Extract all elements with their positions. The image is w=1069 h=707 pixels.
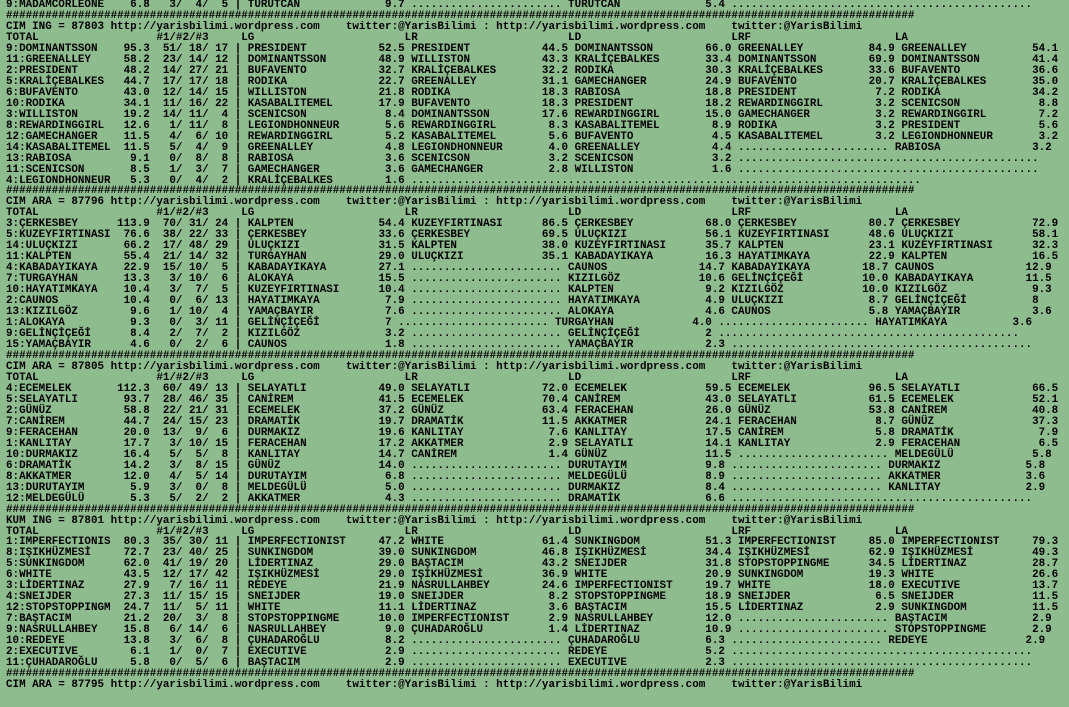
race-header-line: CIM ARA = 87795 http://yarisbilimi.wordpress.com twitter:@YarisBilimi : http://yarisbilimi.wordpress.com twitter:@YarisBilimi: [6, 679, 863, 692]
horse-row: 6:DRAMATİK 14.2 3/ 8/ 15 | GÜNÜZ 14.0 ....................... DURUTAYIM 9.8 ....................... DURMAKIZ 5.8: [6, 459, 1046, 472]
horse-row: 5:SELAYATLI 93.7 28/ 46/ 35 | CANİREM 41.5 ECEMELEK 70.4 CANİREM 43.0 SELAYATLI 61.5 ECEMELEK 52.1: [6, 393, 1059, 406]
horse-row: 13:RABIOSA 9.1 0/ 8/ 8 | RABIOSA 3.6 SCENICSON 3.2 SCENICSON 3.2 ..............................................: [6, 152, 1039, 165]
race-header-line: CIM ARA = 87796 http://yarisbilimi.wordpress.com twitter:@YarisBilimi : http://yarisbilimi.wordpress.com twitter:@YarisBilimi: [6, 196, 863, 209]
horse-row: 1:IMPERFECTIONIS 80.3 35/ 30/ 11 | IMPERFECTIONIST 47.2 WHITE 61.4 SUNKINGDOM 51.3 IMPERFECTIONIST 85.0 IMPERFECTIONIST 79.3: [6, 536, 1059, 549]
horse-row: 7:TURGAYHAN 13.3 3/ 10/ 6 | ALOKAYA 15.5 ....................... KIZILGÖZ 10.6 GELİNÇİÇEĞİ 10.0 KABADAYIKAYA 11.5: [6, 273, 1052, 286]
horse-row: 8:IŞIKHÜZMESİ 72.7 23/ 40/ 25 | SUNKINGDOM 39.0 SUNKINGDOM 46.8 IŞIKHÜZMESİ 34.4 IŞIKHÜZMESİ 62.9 IŞIKHÜZMESİ 49.3: [6, 547, 1059, 560]
separator-line: ###########################################################################################################################################: [6, 350, 915, 362]
horse-row: 3:LİDERTINAZ 27.9 7/ 16/ 11 | REDEYE 21.9 NASRULLAHBEY 24.6 IMPERFECTIONIST 19.7 WHITE 18.0 EXECUTIVE 13.7: [6, 580, 1059, 593]
horse-row: 4:KABADAYIKAYA 22.9 15/ 10/ 5 | KABADAYIKAYA 27.1 ....................... CAUNOS 14.7 KABADAYIKAYA 18.7 CAUNOS 12.9: [6, 262, 1052, 275]
horse-row: 13:KIZILGÖZ 9.6 1/ 10/ 4 | YAMAÇBAYIR 7.6 ....................... ALOKAYA 4.6 CAUNOS 5.8 YAMAÇBAYIR 3.6: [6, 306, 1052, 319]
separator-line: ###########################################################################################################################################: [6, 9, 915, 22]
horse-row: 2:EXECUTIVE 6.1 1/ 0/ 7 | EXECUTIVE 2.9 ....................... REDEYE 5.2 ..............................................: [6, 646, 1033, 659]
horse-row: 8:AKKATMER 12.0 4/ 5/ 14 | DURUTAYIM 6.8 ....................... MELDEGÜLÜ 8.9 ....................... AKKATMER 3.6: [6, 470, 1046, 483]
column-header-line: TOTAL #1/#2/#3 LG LR LD LRF LA: [6, 207, 908, 220]
horse-row: 4:SNEIJDER 27.3 11/ 15/ 15 | SNEIJDER 19.0 SNEIJDER 8.2 STOPSTOPPINGME 18.9 SNEIJDER 6.5 SNEIJDER 11.5: [6, 591, 1059, 604]
separator-line: ###########################################################################################################################################: [6, 503, 915, 516]
horse-row: 6:WHITE 43.5 12/ 17/ 42 | IŞIKHÜZMESİ 29.0 IŞIKHÜZMESİ 36.9 WHITE 20.9 SUNKINGDOM 19.3 WHITE 26.6: [6, 569, 1059, 582]
horse-row: 13:DURUTAYIM 5.9 3/ 0/ 8 | MELDEGÜLÜ 5.0 ....................... DURMAKIZ 8.4 ....................... KANLITAY 2.9: [6, 481, 1046, 494]
horse-row: 12:MELDEGÜLÜ 5.3 5/ 2/ 2 | AKKATMER 4.3 ....................... DRAMATİK 6.6 ..............................................: [6, 492, 1033, 505]
column-header-line: TOTAL #1/#2/#3 LG LR LD LRF LA: [6, 525, 908, 538]
horse-row: 5:KUZEYFIRTINASI 76.6 38/ 22/ 33 | ÇERKESBEY 33.6 ÇERKESBEY 69.5 ULUÇKIZI 56.1 KUZEYFIRTINASI 48.6 ULUÇKIZI 58.1: [6, 229, 1059, 242]
horse-row: 10:DURMAKIZ 16.4 5/ 5/ 8 | KANLITAY 14.7 CANİREM 1.4 GÜNÜZ 11.5 ....................... MELDEGÜLÜ 5.8: [6, 448, 1052, 461]
horse-row: 14:ULUÇKIZI 66.2 17/ 48/ 29 | ULUÇKIZI 31.5 KALPTEN 38.0 KUZEYFIRTINASI 35.7 KALPTEN 23.1 KUZEYFIRTINASI 32.3: [6, 240, 1059, 253]
horse-row: 1:KANLITAY 17.7 3/ 10/ 15 | FERACEHAN 17.2 AKKATMER 2.9 SELAYATLI 14.1 KANLITAY 2.9 FERACEHAN 6.5: [6, 437, 1059, 450]
horse-row: 11:SCENICSON 8.5 1/ 3/ 7 | GAMECHANGER 3.6 GAMECHANGER 2.8 WILLISTON 1.6 ..............................................: [6, 163, 1039, 176]
column-header-line: TOTAL #1/#2/#3 LG LR LD LRF LA: [6, 31, 908, 44]
separator-line: ###########################################################################################################################################: [6, 668, 915, 681]
horse-row: 14:KASABALITEMEL 11.5 5/ 4/ 9 | GREENALLEY 4.8 LEGIONDHONNEUR 4.0 GREENALLEY 4.4 ....................... RABIOSA 3.2: [6, 141, 1052, 154]
horse-row: 3:ÇERKESBEY 113.9 70/ 31/ 24 | KALPTEN 54.4 KUZEYFIRTINASI 86.5 ÇERKESBEY 68.0 ÇERKESBEY 80.7 ÇERKESBEY 72.9: [6, 218, 1059, 231]
horse-row: 5:SUNKINGDOM 62.0 41/ 19/ 20 | LİDERTINAZ 29.0 BAŞTACIM 43.2 SNEIJDER 31.8 STOPSTOPPINGME 34.5 LİDERTINAZ 28.7: [6, 558, 1059, 571]
horse-row: 4:ECEMELEK 112.3 60/ 49/ 13 | SELAYATLI 49.0 SELAYATLI 72.0 ECEMELEK 59.5 ECEMELEK 96.5 SELAYATLI 66.5: [6, 382, 1059, 395]
horse-row: 2:GÜNÜZ 58.8 22/ 21/ 31 | ECEMELEK 37.2 GÜNÜZ 63.4 FERACEHAN 26.0 GÜNÜZ 53.8 CANİREM 40.8: [6, 404, 1059, 417]
horse-row: 10:HAYATIMKAYA 10.4 3/ 7/ 5 | KUZEYFIRTINASI 10.4 ....................... KALPTEN 9.2 KIZILGÖZ 10.0 KIZILGÖZ 9.3: [6, 284, 1052, 297]
horse-row: 12:STOPSTOPPINGM 24.7 11/ 5/ 11 | WHITE 11.1 LİDERTINAZ 3.6 BAŞTACIM 15.5 LİDERTINAZ 2.9 SUNKINGDOM 11.5: [6, 602, 1059, 615]
horse-row: 7:CANİREM 44.7 24/ 15/ 23 | DRAMATİK 19.7 DRAMATİK 11.5 AKKATMER 24.1 FERACEHAN 8.7 GÜNÜZ 37.3: [6, 415, 1059, 428]
horse-row: 10:RODIKA 34.1 11/ 16/ 22 | KASABALITEMEL 17.9 BUFAVENTO 18.3 PRESIDENT 18.2 REWARDINGGIRL 3.2 SCENICSON 8.8: [6, 97, 1059, 110]
horse-row: 6:BUFAVENTO 43.0 12/ 14/ 15 | WILLISTON 21.8 RODIKA 18.3 RABIOSA 18.8 PRESIDENT 7.2 RODIKA 34.2: [6, 86, 1059, 99]
horse-row: 2:PRESIDENT 48.2 14/ 27/ 21 | BUFAVENTO 32.7 KRALİÇEBALKES 32.2 RODIKA 30.3 KRALİÇEBALKES 33.6 BUFAVENTO 36.6: [6, 64, 1059, 77]
race-statistics-text: [6, 0, 1058, 691]
horse-row: 15:YAMAÇBAYIR 4.6 0/ 2/ 6 | CAUNOS 1.8 ....................... YAMAÇBAYIR 2.3 ..............................................: [6, 339, 1033, 352]
horse-row: 11:ÇUHADAROĞLU 5.8 0/ 5/ 6 | BAŞTACIM 2.9 ....................... EXECUTIVE 2.3 ..............................................: [6, 657, 1033, 670]
horse-row: 12:GAMECHANGER 11.5 4/ 6/ 10 | REWARDINGGIRL 5.2 KASABALITEMEL 5.6 BUFAVENTO 4.5 KASABALITEMEL 3.2 LEGIONDHONNEUR 3.2: [6, 130, 1059, 143]
horse-row: 11:GREENALLEY 58.2 23/ 14/ 12 | DOMINANTSSON 48.9 WILLISTON 43.3 KRALİÇEBALKES 33.4 DOMINANTSSON 69.9 DOMINANTSSON 41.4: [6, 53, 1059, 66]
horse-row: 9:DOMINANTSSON 95.3 51/ 18/ 17 | PRESIDENT 52.5 PRESIDENT 44.5 DOMINANTSSON 66.0 GREENALLEY 84.9 GREENALLEY 54.1: [6, 42, 1059, 55]
horse-row: 3:WILLISTON 19.2 14/ 11/ 4 | SCENICSON 8.4 DOMINANTSSON 17.6 REWARDINGGIRL 15.0 GAMECHANGER 3.2 REWARDINGGIRL 7.2: [6, 108, 1059, 121]
horse-row: 5:KRALİÇEBALKES 44.7 17/ 17/ 18 | RODIKA 22.7 GREENALLEY 31.1 GAMECHANGER 24.9 BUFAVENTO 20.7 KRALİÇEBALKES 35.0: [6, 75, 1059, 88]
race-header-line: KUM ING = 87801 http://yarisbilimi.wordpress.com twitter:@YarisBilimi : http://yarisbilimi.wordpress.com twitter:@YarisBilimi: [6, 514, 863, 527]
horse-row: 7:BAŞTACIM 21.2 20/ 3/ 8 | STOPSTOPPINGME 10.0 IMPERFECTIONIST 2.9 NASRULLAHBEY 12.0 ....................... BAŞTACIM 2.9: [6, 613, 1052, 626]
race-header-line: CIM ING = 87803 http://yarisbilimi.wordpress.com twitter:@YarisBilimi : http://yarisbilimi.wordpress.com twitter:@YarisBilimi: [6, 20, 863, 33]
horse-row: 9:GELİNÇİÇEĞİ 8.4 2/ 7/ 2 | KIZILGÖZ 3.2 ....................... GELİNÇİÇEĞİ 2 ..............................................: [6, 328, 1019, 341]
horse-row: 2:CAUNOS 10.4 0/ 6/ 13 | HAYATIMKAYA 7.9 ....................... HAYATIMKAYA 4.9 ULUÇKIZI 8.7 GELİNÇİÇEĞİ 8: [6, 295, 1039, 308]
horse-row: 8:REWARDINGGIRL 12.6 1/ 11/ 8 | LEGIONDHONNEUR 5.6 REWARDINGGIRL 8.3 KASABALITEMEL 8.9 RODIKA 3.2 PRESIDENT 5.6: [6, 119, 1059, 132]
horse-row: 4:LEGIONDHONNEUR 5.3 0/ 4/ 2 | KRALİÇEBALKES 1.6 ..............................................................................: [6, 174, 921, 187]
column-header-line: TOTAL #1/#2/#3 LG LR LD LRF LA: [6, 371, 908, 384]
horse-row: 9:FERACEHAN 20.0 13/ 9/ 6 | DURMAKIZ 19.6 KANLITAY 7.6 KANLITAY 17.5 CANİREM 5.8 DRAMATİK 7.9: [6, 426, 1059, 439]
horse-row: 1:ALOKAYA 9.3 0/ 3/ 11 | GELİNÇİÇEĞİ 7 ....................... TURGAYHAN 4.0 ....................... HAYATIMKAYA 3.6: [6, 317, 1033, 330]
horse-row: 11:KALPTEN 55.4 21/ 14/ 32 | TURGAYHAN 29.0 ULUÇKIZI 35.1 KABADAYIKAYA 16.3 HAYATIMKAYA 22.9 KALPTEN 16.5: [6, 251, 1059, 264]
horse-row: 9:MADAMCORLEONE 6.8 3/ 4/ 5 | TÜRÜTCAN 9.7 ....................... TÜRÜTCAN 5.4 ..............................................: [6, 0, 1033, 11]
horse-row: 10:REDEYE 13.8 3/ 6/ 8 | ÇUHADAROĞLU 8.2 ....................... ÇUHADAROĞLU 6.3 ....................... REDEYE 2.9: [6, 635, 1046, 648]
horse-row: 9:NASRULLAHBEY 15.8 6/ 14/ 6 | NASRULLAHBEY 9.0 ÇUHADAROĞLU 1.4 LİDERTINAZ 10.9 ....................... STOPSTOPPINGME 2.9: [6, 624, 1052, 637]
race-header-line: CIM ARA = 87805 http://yarisbilimi.wordpress.com twitter:@YarisBilimi : http://yarisbilimi.wordpress.com twitter:@YarisBilimi: [6, 360, 863, 373]
separator-line: ###########################################################################################################################################: [6, 185, 915, 198]
